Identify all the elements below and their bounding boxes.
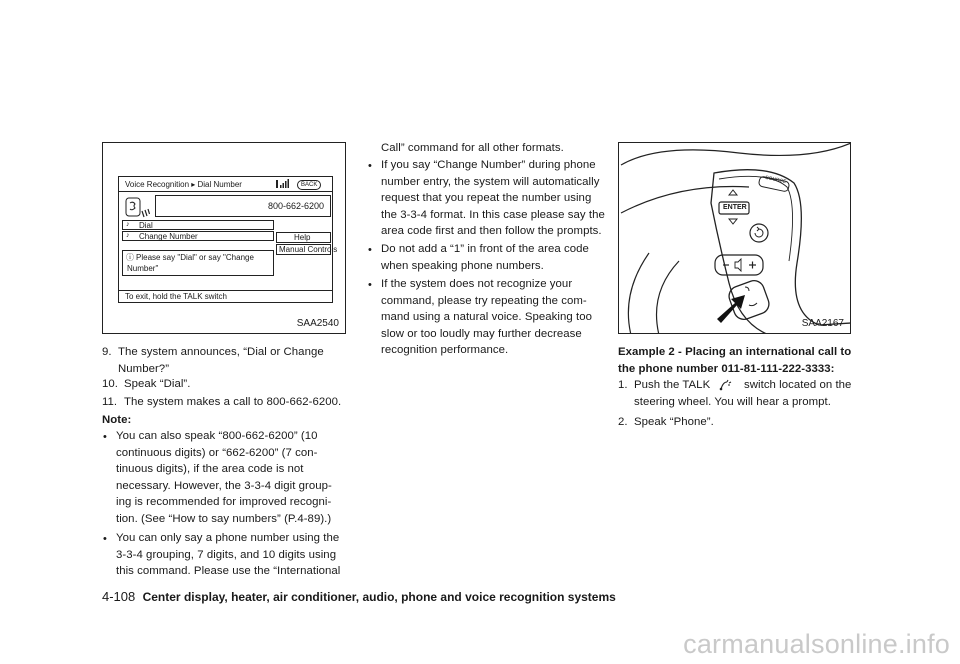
text-line: tion. (See “How to say numbers” (P.4-89).) bbox=[116, 512, 332, 525]
menu-item-dial[interactable] bbox=[122, 220, 274, 230]
step-text: switch located on the bbox=[744, 379, 852, 391]
continuation-line: Call” command for all other formats. bbox=[381, 142, 564, 154]
text-line: slow or too loudly may further decrease bbox=[381, 327, 582, 340]
prompt-line-2: Number" bbox=[127, 264, 159, 273]
text-line: You can also speak “800-662-6200” (10 bbox=[116, 430, 318, 442]
talk-icon: ♪ bbox=[126, 232, 130, 239]
text-line: If the system does not recognize your bbox=[381, 278, 573, 290]
step-number: 1. bbox=[618, 379, 628, 391]
bullet: • bbox=[103, 533, 107, 545]
menu-item-label: Change Number bbox=[139, 232, 198, 241]
enter-button-label: ENTER bbox=[723, 204, 747, 211]
example-heading bbox=[618, 344, 851, 377]
prompt-box bbox=[122, 250, 274, 276]
text-line: when speaking phone numbers. bbox=[381, 259, 544, 272]
step-text: Number?” bbox=[118, 363, 170, 375]
help-label: Help bbox=[294, 233, 311, 242]
source-button-label: SOURCE bbox=[764, 174, 787, 186]
text-line: area code first and then follow the prompts. bbox=[381, 225, 602, 238]
bullet: • bbox=[368, 279, 372, 291]
steering-wheel-illustration bbox=[619, 143, 851, 334]
text-line: 3-3-4 grouping, 7 digits, and 10 digits using bbox=[116, 548, 337, 561]
note-heading: Note: bbox=[102, 414, 132, 426]
text-line: Do not add a “1” in front of the area code bbox=[381, 243, 589, 255]
manual-controls-button[interactable] bbox=[276, 244, 338, 255]
number-field bbox=[155, 195, 331, 217]
prompt-line-1: Please say "Dial" or say "Change bbox=[136, 253, 254, 262]
help-button[interactable] bbox=[276, 232, 331, 243]
step-text: steering wheel. You will hear a prompt. bbox=[634, 396, 831, 408]
step-number: 10. bbox=[102, 378, 118, 390]
text-line: command, please try repeating the com- bbox=[381, 294, 587, 307]
text-line: this command. Please use the “International bbox=[116, 565, 341, 578]
talk-icon: ♪ bbox=[126, 221, 130, 228]
bullet: • bbox=[368, 160, 372, 172]
middle-bullet-1 bbox=[381, 157, 605, 240]
text-line: request that you repeat the number using bbox=[381, 192, 592, 205]
text-line: the 3-3-4 format. In this case please say the bbox=[381, 208, 605, 221]
text-line: continuous digits) or “662-6200” (7 con- bbox=[116, 446, 318, 459]
step-text: The system makes a call to 800-662-6200. bbox=[124, 396, 342, 408]
text-line: You can only say a phone number using the bbox=[116, 532, 340, 544]
screen-title: Voice Recognition ▸ Dial Number bbox=[125, 180, 242, 189]
manual-controls-label: Manual Controls bbox=[279, 245, 338, 254]
figure-voice-recognition-screen bbox=[102, 142, 346, 334]
section-title: Center display, heater, air conditioner, audio, phone and voice recognition systems bbox=[142, 590, 616, 604]
watermark: carmanualsonline.info bbox=[683, 629, 950, 659]
info-icon: ⓘ bbox=[126, 253, 134, 262]
step-number: 11. bbox=[102, 396, 118, 408]
menu-item-change-number[interactable] bbox=[122, 231, 274, 241]
text-line: necessary. However, the 3-3-4 digit group- bbox=[116, 479, 332, 492]
screen-mock bbox=[118, 176, 338, 303]
step-number: 2. bbox=[618, 416, 628, 428]
text-line: recognition performance. bbox=[381, 344, 509, 357]
screen-footer: To exit, hold the TALK switch bbox=[125, 292, 227, 301]
heading-line: Example 2 - Placing an international call to bbox=[618, 346, 852, 358]
middle-bullet-2 bbox=[381, 241, 589, 274]
figure-label: SAA2167 bbox=[801, 318, 844, 329]
page-footer bbox=[102, 589, 616, 604]
middle-bullet-3 bbox=[381, 276, 592, 359]
back-button[interactable]: BACK bbox=[297, 180, 321, 190]
step-text: Speak “Dial”. bbox=[124, 378, 191, 390]
text-line: mand using a natural voice. Speaking too bbox=[381, 311, 592, 324]
step-number: 9. bbox=[102, 346, 112, 358]
screen-divider bbox=[119, 191, 332, 192]
step-text: Push the TALK bbox=[634, 379, 711, 391]
step-text: The system announces, “Dial or Change bbox=[118, 346, 324, 358]
dialed-number: 800-662-6200 bbox=[267, 201, 324, 211]
bullet: • bbox=[368, 244, 372, 256]
screen-divider bbox=[119, 290, 332, 291]
menu-item-label: Dial bbox=[139, 221, 153, 230]
text-line: If you say “Change Number” during phone bbox=[381, 159, 596, 171]
note-bullet-1 bbox=[116, 428, 332, 528]
heading-line: the phone number 011-81-111-222-3333: bbox=[618, 362, 835, 375]
bullet: • bbox=[103, 431, 107, 443]
note-bullet-2 bbox=[116, 530, 340, 580]
figure-label: SAA2540 bbox=[296, 318, 339, 329]
text-line: number entry, the system will automatically bbox=[381, 175, 600, 188]
text-line: ing is recommended for improved recogni- bbox=[116, 496, 332, 509]
figure-steering-wheel-switch bbox=[618, 142, 851, 334]
page-number: 4-108 bbox=[102, 589, 136, 604]
step-text: Speak “Phone”. bbox=[634, 416, 714, 428]
text-line: tinuous digits), if the area code is not bbox=[116, 463, 304, 476]
